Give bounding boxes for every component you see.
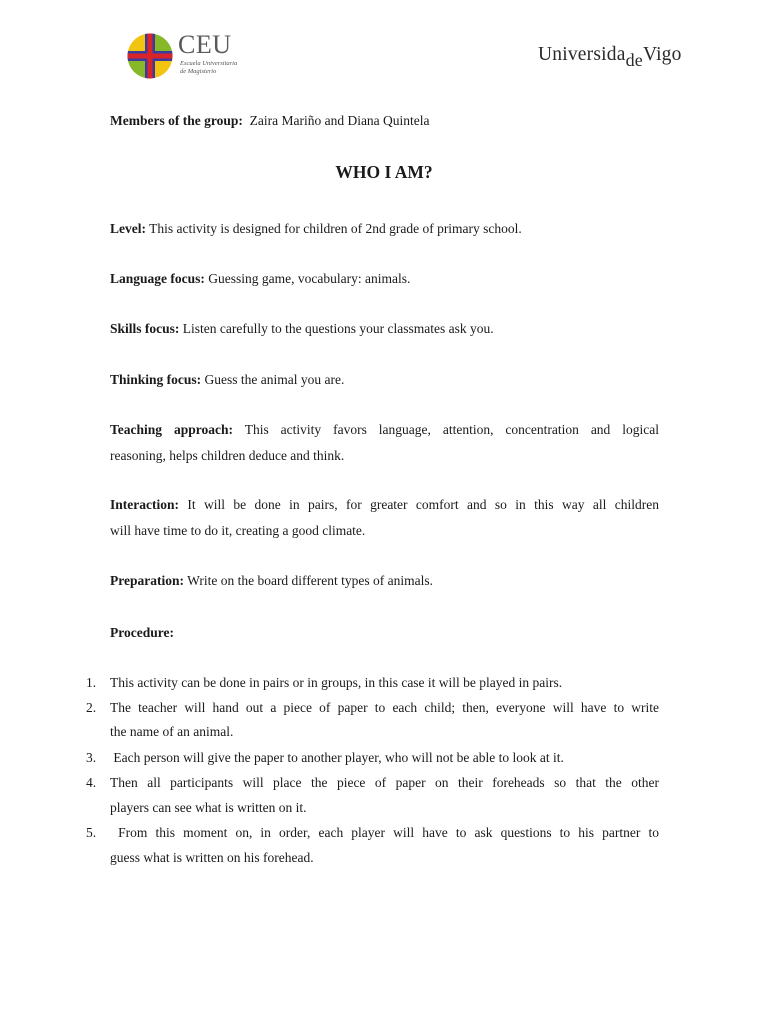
language-focus-line <box>110 271 410 287</box>
procedure-heading <box>110 625 174 641</box>
skills-focus-line <box>110 321 494 337</box>
step-5-line-2: guess what is written on his forehead. <box>110 850 314 865</box>
members-value: Zaira Mariño and Diana Quintela <box>249 113 430 128</box>
thinking-focus-value: Guess the animal you are. <box>204 372 345 387</box>
teaching-approach-value-1: This activity favors language, attention, concentration and logical <box>244 422 659 437</box>
interaction-label: Interaction: <box>110 497 179 512</box>
step-1-number: 1. <box>86 675 97 690</box>
preparation-label: Preparation: <box>110 573 184 588</box>
members-label: Members of the group: <box>110 113 243 128</box>
step-5-line-1: From this moment on, in order, each player will have to ask questions to his partner to <box>110 825 659 840</box>
step-3-line-1: Each person will give the paper to another player, who will not be able to look at it. <box>110 750 564 765</box>
level-value: This activity is designed for children of 2nd grade of primary school. <box>149 221 522 236</box>
thinking-focus-line <box>110 372 344 388</box>
preparation-value: Write on the board different types of animals. <box>187 573 434 588</box>
ceu-logo-icon <box>127 33 173 79</box>
step-4-line-2: players can see what is written on it. <box>110 800 307 815</box>
procedure-label: Procedure: <box>110 625 174 640</box>
step-5-number: 5. <box>86 825 97 840</box>
preparation-line <box>110 573 433 589</box>
thinking-focus-label: Thinking focus: <box>110 372 202 387</box>
uvigo-part-2: de <box>625 50 643 70</box>
ceu-subtitle <box>180 60 237 76</box>
teaching-approach-label: Teaching approach: <box>110 422 233 437</box>
teaching-approach-line-1 <box>110 422 659 438</box>
step-2-line-1: The teacher will hand out a piece of paper to each child; then, everyone will have to write <box>110 700 659 715</box>
uvigo-part-3: Vigo <box>642 44 682 65</box>
uvigo-part-1: Universida <box>538 44 626 65</box>
step-1-line-1: This activity can be done in pairs or in groups, in this case it will be played in pairs. <box>110 675 563 690</box>
step-2-number: 2. <box>86 700 97 715</box>
skills-focus-label: Skills focus: <box>110 321 180 336</box>
ceu-name: CEU <box>178 30 232 59</box>
language-focus-value: Guessing game, vocabulary: animals. <box>208 271 411 286</box>
universidade-de-vigo-logo <box>538 44 682 70</box>
language-focus-label: Language focus: <box>110 271 205 286</box>
interaction-value-1: It will be done in pairs, for greater comfort and so in this way all children <box>187 497 659 512</box>
step-2-line-2: the name of an animal. <box>110 724 234 739</box>
interaction-value-2: will have time to do it, creating a good climate. <box>110 523 366 538</box>
level-line <box>110 221 522 237</box>
skills-focus-value: Listen carefully to the questions your classmates ask you. <box>182 321 494 336</box>
step-3-number: 3. <box>86 750 97 765</box>
step-4-line-1: Then all participants will place the piece of paper on their foreheads so that the other <box>110 775 659 790</box>
interaction-line-1 <box>110 497 659 513</box>
ceu-subtitle-line-1: Escuela Universitaria <box>180 60 238 67</box>
page-title: WHO I AM? <box>335 162 433 182</box>
level-label: Level: <box>110 221 146 236</box>
members-line <box>110 113 430 129</box>
ceu-subtitle-line-2: de Magisterio <box>180 68 217 75</box>
teaching-approach-value-2: reasoning, helps children deduce and think. <box>110 448 345 463</box>
step-4-number: 4. <box>86 775 97 790</box>
